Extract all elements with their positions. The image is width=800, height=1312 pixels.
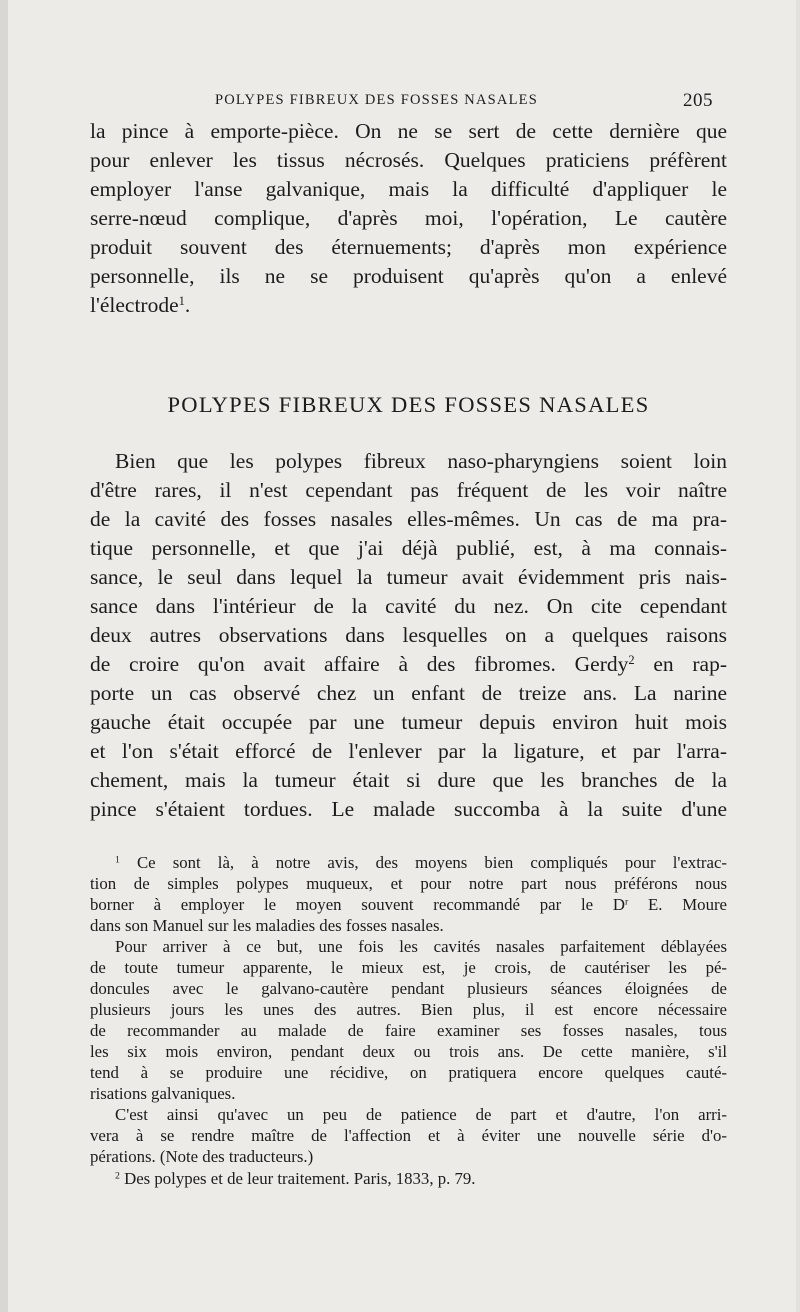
- footnote-1-line: de toute tumeur apparente, le mieux est, je crois, de cautériser les pé-: [90, 958, 727, 977]
- footnote-1-line: vera à se rendre maître de l'affection et à éviter une nouvelle série d'o-: [90, 1126, 727, 1145]
- footnote-1-text: borner à employer le moyen souvent recommandé par le: [90, 895, 594, 914]
- section-line: Bien que les polypes fibreux naso-pharyngiens soient loin: [115, 449, 727, 473]
- section-line: pince s'étaient tordues. Le malade succomba à la suite d'une: [90, 797, 727, 821]
- footnote-1-line: de recommander au malade de faire examiner ses fosses nasales, tous: [90, 1021, 727, 1040]
- section-line: gauche était occupée par une tumeur depuis environ huit mois: [90, 710, 727, 734]
- page-number: 205: [683, 90, 713, 111]
- intro-period: .: [184, 293, 191, 317]
- intro-line: pour enlever les tissus nécrosés. Quelques praticiens préfèrent: [90, 148, 727, 172]
- footnote-1-line: plusieurs jours les unes des autres. Bien plus, il est encore nécessaire: [90, 1000, 727, 1019]
- section-heading: POLYPES FIBREUX DES FOSSES NASALES: [167, 392, 650, 417]
- intro-line: personnelle, ils ne se produisent qu'après qu'on a enlevé: [90, 264, 727, 288]
- section-line: de la cavité des fosses nasales elles-mêmes. Un cas de ma pra-: [90, 507, 727, 531]
- footnote-1-line: dans son Manuel sur les maladies des fosses nasales.: [90, 916, 444, 935]
- footnote-2-mark: 2: [115, 1170, 120, 1182]
- doctor-abbrev: D: [612, 895, 625, 914]
- intro-line: employer l'anse galvanique, mais la difficulté d'appliquer le: [90, 177, 727, 201]
- intro-line: serre-nœud complique, d'après moi, l'opération, Le cautère: [90, 206, 727, 230]
- footnote-1-line: les six mois environ, pendant deux ou trois ans. De cette manière, s'il: [90, 1042, 727, 1061]
- footnote-1-line: pérations. (Note des traducteurs.): [90, 1147, 314, 1166]
- footnote-1-line: tion de simples polypes muqueux, et pour notre part nous préférons nous: [90, 874, 727, 893]
- section-line: deux autres observations dans lesquelles on a quelques raisons: [90, 623, 727, 647]
- section-line: chement, mais la tumeur était si dure que les branches de la: [90, 768, 727, 792]
- doctor-name: E. Moure: [648, 895, 727, 914]
- section-line: de croire qu'on avait affaire à des fibromes. Gerdy: [90, 652, 629, 676]
- section-line: sance, le seul dans lequel la tumeur avait évidemment pris nais-: [90, 565, 727, 589]
- page-edge-right: [796, 0, 800, 1312]
- page-edge-left: [0, 0, 8, 1312]
- footnote-1-text: Ce sont là, à notre avis, des moyens bien compliqués pour l'extrac-: [136, 853, 727, 872]
- section-line: tique personnelle, et que j'ai déjà publié, est, à ma connais-: [90, 536, 727, 560]
- intro-line: produit souvent des éternuements; d'après mon expérience: [90, 235, 727, 259]
- intro-last-line: [90, 291, 727, 319]
- footnote-1-mark: 1: [115, 854, 120, 866]
- footnote-1-line: C'est ainsi qu'avec un peu de patience de part et d'autre, l'on arri-: [115, 1105, 727, 1124]
- intro-line: l'électrode: [90, 293, 179, 317]
- footnote-2: [115, 1168, 727, 1190]
- footnote-1-line-doctor: [90, 894, 727, 916]
- doctor-sup: r: [624, 896, 629, 908]
- section-line: et l'on s'était efforcé de l'enlever par la ligature, et par l'arra-: [90, 739, 727, 763]
- footnote-1-line: Pour arriver à ce but, une fois les cavités nasales parfaitement déblayées: [115, 937, 727, 956]
- running-head: [0, 90, 800, 114]
- footnote-1-line: risations galvaniques.: [90, 1084, 236, 1103]
- footnote-2-text: Des polypes et de leur traitement. Paris, 1833, p. 79.: [124, 1169, 476, 1188]
- intro-line: la pince à emporte-pièce. On ne se sert de cette dernière que: [90, 119, 727, 143]
- running-title: POLYPES FIBREUX DES FOSSES NASALES: [215, 92, 538, 108]
- section-line: d'être rares, il n'est cependant pas fréquent de les voir naître: [90, 478, 727, 502]
- section-line-gerdy: [90, 650, 727, 678]
- section-line: sance dans l'intérieur de la cavité du nez. On cite cependant: [90, 594, 727, 618]
- footnote-1-line: tend à se produire une récidive, on pratiquera encore quelques cauté-: [90, 1063, 727, 1082]
- footnote-ref-1: 1: [178, 294, 185, 309]
- footnote-ref-2: 2: [628, 653, 635, 668]
- footnote-1-line: doncules avec le galvano-cautère pendant plusieurs séances éloignées de: [90, 979, 727, 998]
- footnote-1-first-line: [115, 852, 727, 874]
- section-line-end: en rap-: [653, 652, 727, 676]
- section-line: porte un cas observé chez un enfant de treize ans. La narine: [90, 681, 727, 705]
